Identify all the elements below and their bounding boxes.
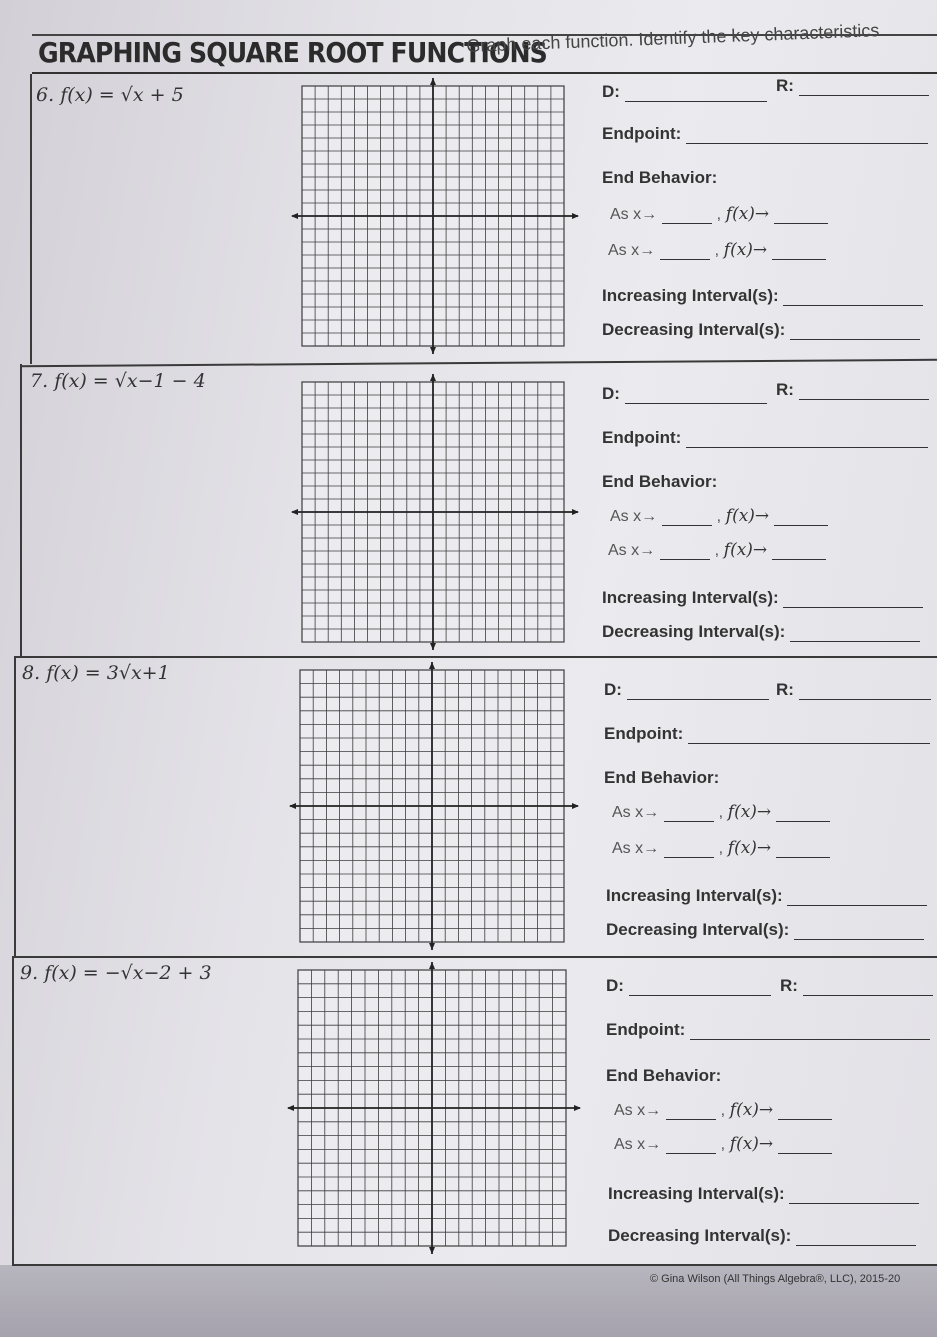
problem-7-function (30, 370, 206, 392)
as-x-label: As x→ (612, 804, 660, 821)
fx-blank[interactable] (776, 856, 830, 858)
fx-blank[interactable] (778, 1118, 832, 1120)
as-x-blank[interactable] (662, 222, 712, 224)
range-blank[interactable] (803, 994, 933, 996)
coordinate-grid[interactable] (290, 78, 580, 354)
domain-label: D: (602, 384, 620, 403)
coordinate-grid[interactable] (286, 962, 582, 1254)
domain-blank[interactable] (629, 994, 771, 996)
section-left-border (12, 956, 14, 1266)
copyright-footer: © Gina Wilson (All Things Algebra®, LLC), 2015-20 (650, 1273, 901, 1285)
key-characteristics-panel: D: R: Endpoint: End Behavior: As x→ , f(x)→ As x→ , f(x)→ Increasing Interval(s): Decreasing Interval(s): (600, 76, 937, 356)
fx-label: f(x)→ (727, 802, 772, 822)
decreasing-label: Decreasing Interval(s): (602, 320, 786, 339)
fx-blank[interactable] (778, 1152, 832, 1154)
domain-blank[interactable] (625, 100, 767, 102)
section-left-border (20, 364, 22, 656)
section-divider (12, 1264, 937, 1266)
decreasing-label: Decreasing Interval(s): (606, 920, 790, 939)
worksheet-title: GRAPHING SQUARE ROOT FUNCTIONS (38, 36, 547, 69)
function-text: f(x) = √x−1 − 4 (54, 370, 206, 392)
endpoint-label: Endpoint: (604, 724, 684, 743)
x-axis-arrow-right (574, 1105, 581, 1111)
as-x-label: As x→ (612, 840, 660, 857)
end-behavior-label: End Behavior: (604, 768, 720, 787)
domain-label: D: (602, 82, 620, 101)
decreasing-blank[interactable] (790, 640, 920, 642)
fx-label: f(x)→ (725, 204, 770, 224)
increasing-label: Increasing Interval(s): (602, 286, 779, 305)
increasing-label: Increasing Interval(s): (602, 588, 779, 607)
as-x-label: As x→ (608, 542, 656, 559)
as-x-blank[interactable] (664, 856, 714, 858)
coordinate-grid[interactable] (290, 374, 580, 650)
problem-number: 7. (30, 370, 49, 392)
decreasing-blank[interactable] (790, 338, 920, 340)
fx-blank[interactable] (772, 258, 826, 260)
as-x-label: As x→ (614, 1136, 662, 1153)
range-label: R: (776, 380, 794, 399)
fx-label: f(x)→ (729, 1100, 774, 1120)
fx-blank[interactable] (774, 524, 828, 526)
endpoint-blank[interactable] (686, 446, 928, 448)
as-x-label: As x→ (614, 1102, 662, 1119)
decreasing-label: Decreasing Interval(s): (602, 622, 786, 641)
y-axis-arrow-up (430, 374, 436, 381)
endpoint-blank[interactable] (686, 142, 928, 144)
problem-number: 8. (22, 662, 41, 684)
range-label: R: (776, 680, 794, 699)
function-text: f(x) = √x + 5 (60, 84, 184, 106)
function-text: f(x) = −√x−2 + 3 (44, 962, 212, 984)
y-axis-arrow-down (430, 643, 436, 650)
section-left-border (14, 656, 16, 956)
x-axis-arrow-right (572, 509, 579, 515)
increasing-label: Increasing Interval(s): (608, 1184, 785, 1203)
as-x-label: As x→ (608, 242, 656, 259)
as-x-blank[interactable] (664, 820, 714, 822)
problem-9-function (20, 962, 212, 984)
range-blank[interactable] (799, 94, 929, 96)
as-x-blank[interactable] (660, 558, 710, 560)
end-behavior-label: End Behavior: (606, 1066, 722, 1085)
end-behavior-label: End Behavior: (602, 472, 718, 491)
x-axis-arrow-right (572, 803, 579, 809)
y-axis-arrow-down (430, 347, 436, 354)
endpoint-blank[interactable] (690, 1038, 930, 1040)
fx-blank[interactable] (774, 222, 828, 224)
increasing-blank[interactable] (783, 304, 923, 306)
fx-label: f(x)→ (723, 540, 768, 560)
domain-blank[interactable] (627, 698, 769, 700)
range-label: R: (776, 76, 794, 95)
section-left-border (30, 74, 32, 364)
problem-8-function (22, 662, 170, 684)
range-blank[interactable] (799, 698, 931, 700)
section-divider (14, 656, 937, 658)
end-behavior-label: End Behavior: (602, 168, 718, 187)
range-label: R: (780, 976, 798, 995)
as-x-label: As x→ (610, 508, 658, 525)
y-axis-arrow-up (429, 662, 435, 669)
increasing-blank[interactable] (783, 606, 923, 608)
increasing-blank[interactable] (789, 1202, 919, 1204)
fx-blank[interactable] (776, 820, 830, 822)
as-x-blank[interactable] (666, 1118, 716, 1120)
x-axis-arrow-left (291, 509, 298, 515)
decreasing-blank[interactable] (796, 1244, 916, 1246)
as-x-label: As x→ (610, 206, 658, 223)
worksheet-instructions: Graph each function. Identify the key characteristics. (466, 19, 885, 56)
increasing-blank[interactable] (787, 904, 927, 906)
x-axis-arrow-left (291, 213, 298, 219)
problem-number: 6. (36, 84, 55, 106)
fx-label: f(x)→ (725, 506, 770, 526)
domain-label: D: (604, 680, 622, 699)
problem-6-function (36, 84, 184, 106)
key-characteristics-panel: D: R: Endpoint: End Behavior: As x→ , f(x)→ As x→ , f(x)→ Increasing Interval(s): Decreasing Interval(s): (604, 970, 937, 1260)
endpoint-label: Endpoint: (602, 428, 682, 447)
as-x-blank[interactable] (660, 258, 710, 260)
key-characteristics-panel: D: R: Endpoint: End Behavior: As x→ , f(x)→ As x→ , f(x)→ Increasing Interval(s): Decreasing Interval(s): (600, 378, 937, 650)
fx-blank[interactable] (772, 558, 826, 560)
y-axis-arrow-down (429, 943, 435, 950)
x-axis-arrow-left (289, 803, 296, 809)
function-text: f(x) = 3√x+1 (46, 662, 170, 684)
increasing-label: Increasing Interval(s): (606, 886, 783, 905)
endpoint-blank[interactable] (688, 742, 930, 744)
fx-label: f(x)→ (727, 838, 772, 858)
key-characteristics-panel: D: R: Endpoint: End Behavior: As x→ , f(x)→ As x→ , f(x)→ Increasing Interval(s): Decreasing Interval(s): (602, 672, 937, 952)
range-blank[interactable] (799, 398, 929, 400)
fx-label: f(x)→ (729, 1134, 774, 1154)
header-bottom-rule (32, 72, 937, 74)
section-divider (12, 956, 937, 958)
x-axis-arrow-left (287, 1105, 294, 1111)
y-axis-arrow-up (430, 78, 436, 85)
decreasing-blank[interactable] (794, 938, 924, 940)
x-axis-arrow-right (572, 213, 579, 219)
endpoint-label: Endpoint: (606, 1020, 686, 1039)
as-x-blank[interactable] (666, 1152, 716, 1154)
fx-label: f(x)→ (723, 240, 768, 260)
y-axis-arrow-down (429, 1247, 435, 1254)
as-x-blank[interactable] (662, 524, 712, 526)
coordinate-grid[interactable] (288, 662, 580, 950)
domain-blank[interactable] (625, 402, 767, 404)
problem-number: 9. (20, 962, 39, 984)
domain-label: D: (606, 976, 624, 995)
decreasing-label: Decreasing Interval(s): (608, 1226, 792, 1245)
y-axis-arrow-up (429, 962, 435, 969)
endpoint-label: Endpoint: (602, 124, 682, 143)
